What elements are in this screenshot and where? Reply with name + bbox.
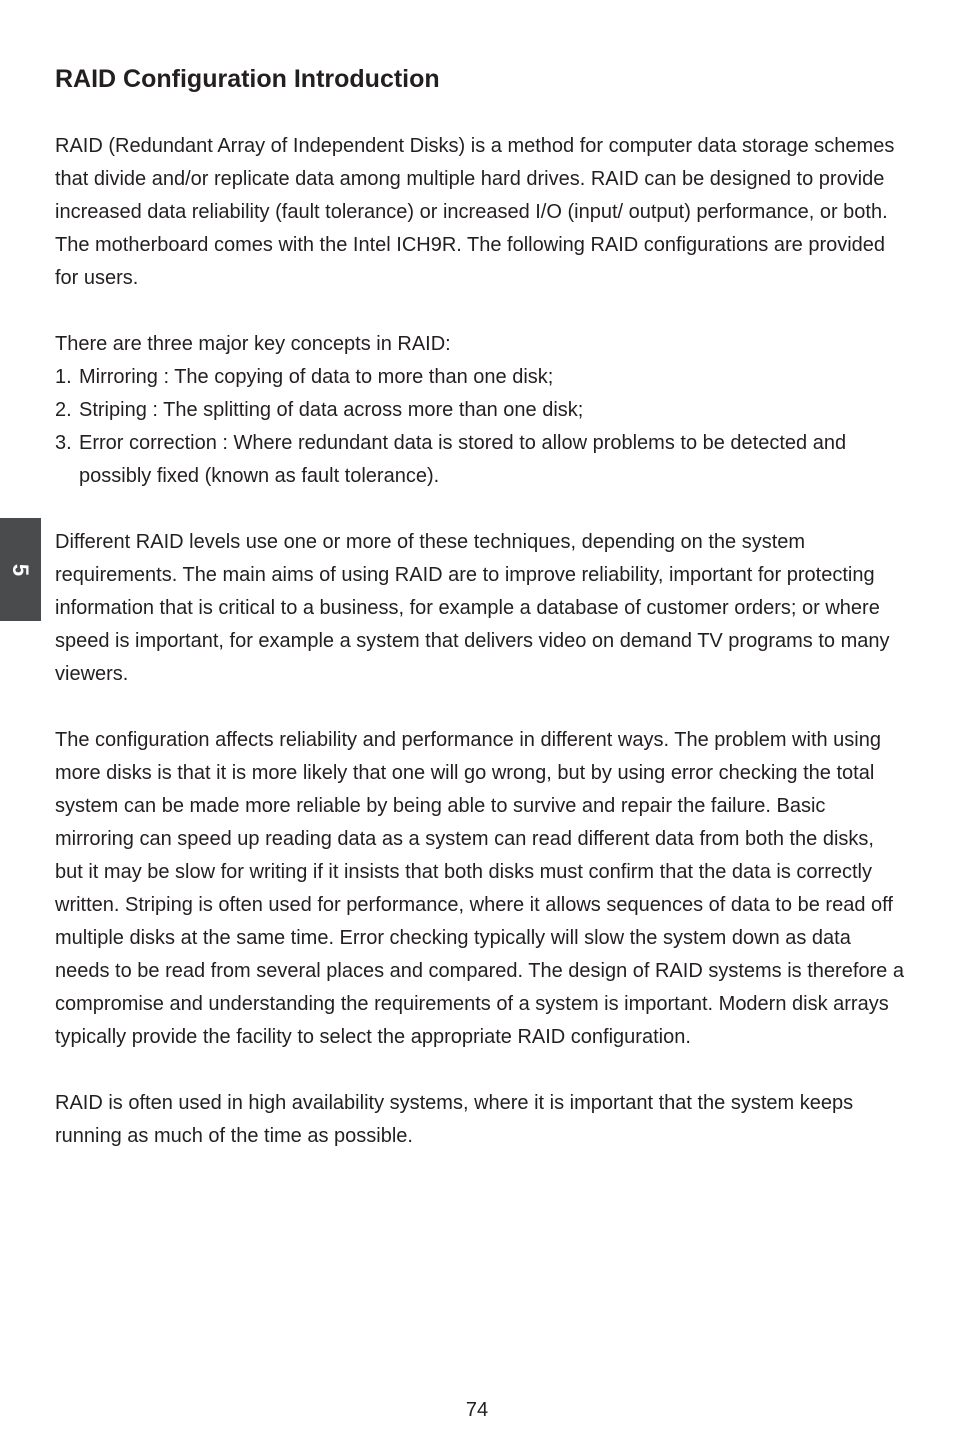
intro-paragraph: RAID (Redundant Array of Independent Disks) is a method for computer data storage schemes that divide and/or replicate data among multiple hard drives. RAID can be designed to provide increased data reliability (fault tolerance) or increased I/O (input/ output) performance, or both. The motherboard comes with the Intel ICH9R. The following RAID configurations are provided for users.: [55, 135, 895, 289]
list-item: [55, 394, 905, 427]
paragraph-gap: [55, 1054, 905, 1087]
chapter-number: 5: [8, 563, 34, 576]
body-content: [55, 130, 905, 1153]
chapter-tab: [0, 518, 41, 621]
paragraph-gap: [55, 493, 905, 526]
list-text: Error correction : Where redundant data is stored to allow problems to be detected and possibly fixed (known as fault tolerance).: [79, 432, 847, 487]
list-number: 2.: [55, 399, 72, 421]
list-number: 3.: [55, 432, 72, 454]
page-number: 74: [465, 1399, 489, 1421]
concepts-intro: There are three major key concepts in RAID:: [55, 333, 451, 355]
configuration-paragraph: The configuration affects reliability and performance in different ways. The problem with using more disks is that it is more likely that one will go wrong, but by using error checking the total system can be made more reliable by being able to survive and repair the failure. Basic mirroring can speed up reading data as a system can read different data from both the disks, but it may be slow for writing if it insists that both disks must confirm that the data is correctly written. Striping is often used for performance, where it allows sequences of data to be read off multiple disks at the same time. Error checking typically will slow the system down as data needs to be read from several places and compared. The design of RAID systems is therefore a compromise and understanding the requirements of a system is important. Modern disk arrays typically provide the facility to select the appropriate RAID configuration.: [55, 729, 904, 1048]
availability-paragraph: RAID is often used in high availability systems, where it is important that the system keeps running as much of the time as possible.: [55, 1092, 854, 1147]
paragraph-gap: [55, 295, 905, 328]
raid-levels-paragraph: Different RAID levels use one or more of these techniques, depending on the system requirements. The main aims of using RAID are to improve reliability, important for protecting information that is critical to a business, for example a database of customer orders; or where speed is important, for example a system that delivers video on demand TV programs to many viewers.: [55, 531, 890, 685]
list-item: [55, 361, 905, 394]
list-text: Striping : The splitting of data across more than one disk;: [79, 399, 584, 421]
list-number: 1.: [55, 366, 72, 388]
paragraph-gap: [55, 691, 905, 724]
page-title: RAID Configuration Introduction: [55, 65, 440, 93]
list-text: Mirroring : The copying of data to more than one disk;: [79, 366, 554, 388]
list-item: [55, 427, 905, 493]
